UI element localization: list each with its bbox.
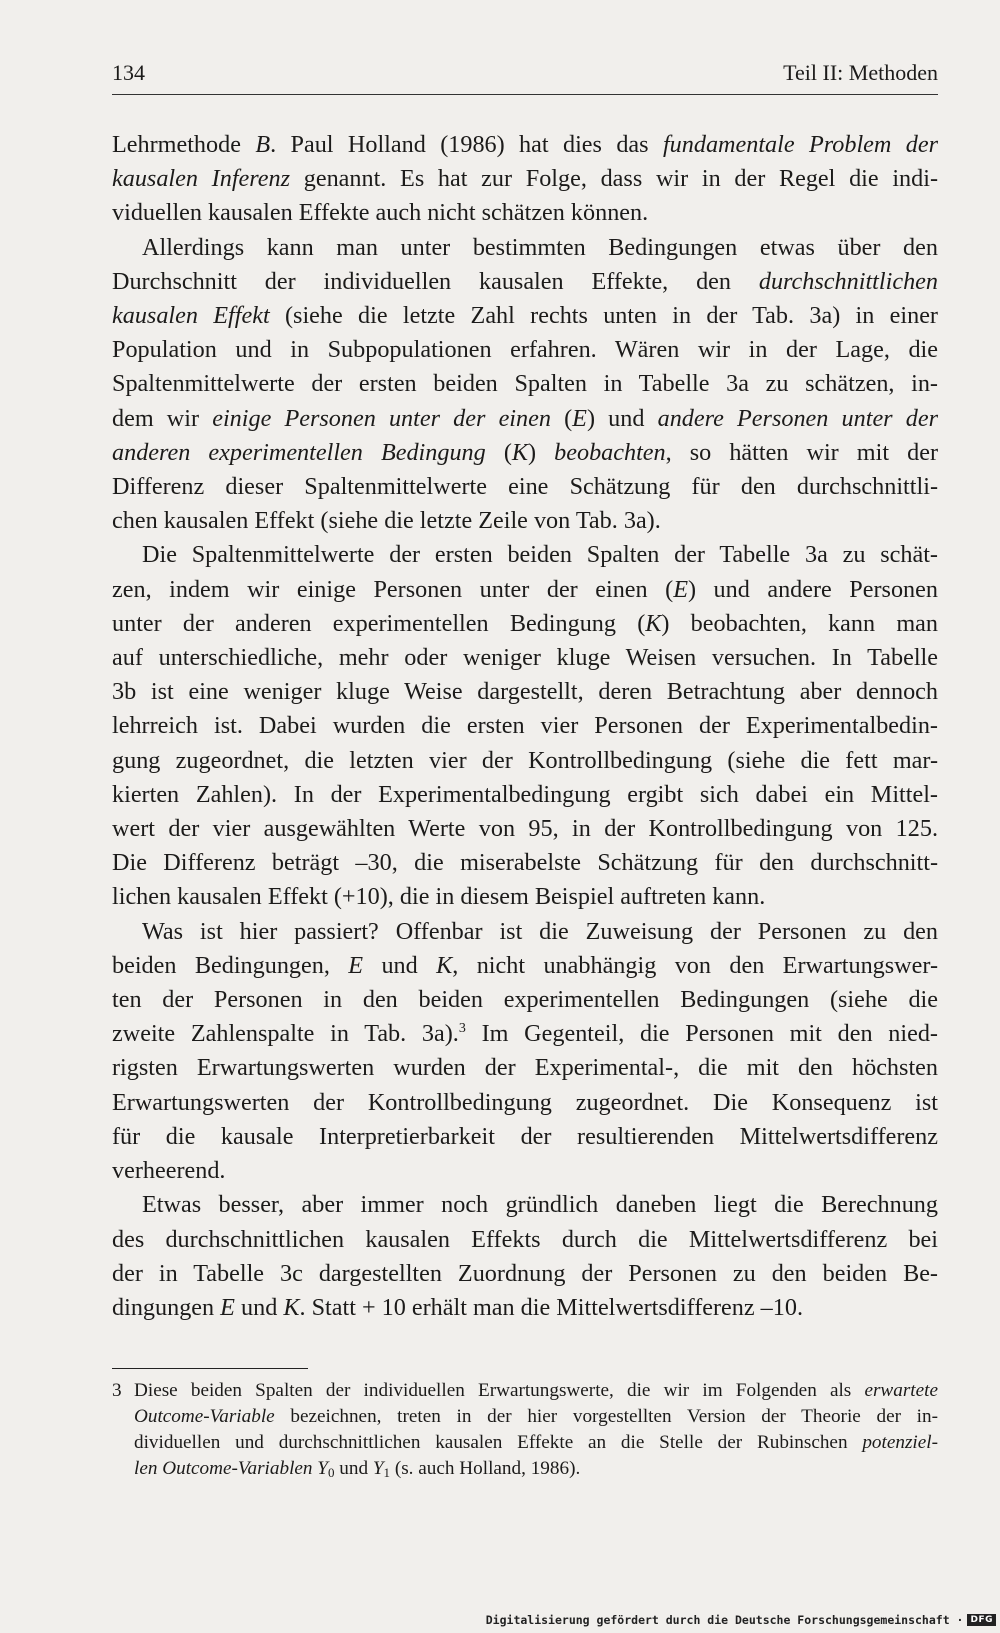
- text-line: [112, 1086, 938, 1120]
- italic-text: K: [511, 438, 529, 466]
- text-run: Population und in Subpopulationen erfahren. Wären wir in der Lage, die: [112, 336, 938, 364]
- subscript: 1: [383, 1465, 391, 1480]
- text-run: zen, indem wir einige Personen unter der einen (: [112, 575, 674, 603]
- text-line: [112, 675, 938, 709]
- text-run: 3b ist eine weniger kluge Weise dargestellt, deren Betrachtung aber dennoch: [112, 678, 938, 706]
- text-run: . Statt + 10 erhält man die Mittelwertsdifferenz –10.: [299, 1293, 804, 1321]
- text-run: , so hätten wir mit der: [665, 438, 938, 466]
- text-line: [112, 402, 938, 436]
- text-line: [112, 265, 938, 299]
- section-title: Teil II: Methoden: [783, 60, 938, 85]
- italic-text: E: [572, 404, 587, 432]
- text-run: Differenz dieser Spaltenmittelwerte eine Schätzung für den durchschnittli-: [112, 473, 938, 501]
- footnote-rule: [112, 1368, 308, 1369]
- text-run: ): [528, 438, 555, 466]
- text-line: [112, 573, 938, 607]
- italic-text: andere Personen unter der: [657, 404, 938, 432]
- text-run: viduellen kausalen Effekte auch nicht schätzen können.: [112, 199, 649, 227]
- text-run: Diese beiden Spalten der individuellen Erwartungswerte, die wir im Folgenden als: [134, 1380, 865, 1401]
- text-run: Spaltenmittelwerte der ersten beiden Spalten in Tabelle 3a zu schätzen, in-: [112, 370, 938, 398]
- text-line: [112, 1154, 938, 1188]
- text-run: kierten Zahlen). In der Experimentalbedingung ergibt sich dabei ein Mittel-: [112, 780, 938, 808]
- paragraph: [112, 231, 938, 539]
- footnote-ref: 3: [458, 1021, 466, 1037]
- text-run: unter der anderen experimentellen Bedingung (: [112, 609, 646, 637]
- text-run: der in Tabelle 3c dargestellten Zuordnung der Personen zu den beiden Be-: [112, 1259, 938, 1287]
- text-run: rigsten Erwartungswerten wurden der Experimental-, die mit den höchsten: [112, 1054, 938, 1082]
- text-run: Etwas besser, aber immer noch gründlich daneben liegt die Berechnung: [142, 1191, 938, 1219]
- text-line: [112, 367, 938, 401]
- italic-text: E: [673, 575, 688, 603]
- text-run: und: [234, 1293, 284, 1321]
- italic-text: anderen experimentellen Bedingung: [112, 438, 486, 466]
- text-run: ) beobachten, kann man: [661, 609, 938, 637]
- italic-text: fundamentale Problem der: [662, 131, 938, 158]
- italic-text: durchschnittlichen: [758, 267, 938, 295]
- text-run: Die Spaltenmittelwerte der ersten beiden Spalten der Tabelle 3a zu schät-: [142, 541, 938, 569]
- footnote-line: [112, 1456, 938, 1482]
- digitization-note: Digitalisierung gefördert durch die Deutsche Forschungsgemeinschaft ·: [485, 1613, 964, 1627]
- text-run: dingungen: [112, 1293, 221, 1321]
- text-line: [112, 333, 938, 367]
- text-line: [112, 1017, 938, 1051]
- body-text: [112, 128, 938, 1325]
- italic-text: Outcome-Variable: [134, 1406, 275, 1427]
- paragraph: [112, 1188, 938, 1325]
- text-line: [112, 915, 938, 949]
- text-run: ten der Personen in den beiden experimentellen Bedingungen (siehe die: [112, 986, 938, 1014]
- text-line: [112, 1120, 938, 1154]
- italic-text: Y: [372, 1458, 384, 1479]
- italic-text: kausalen Inferenz: [112, 165, 291, 193]
- text-run: Erwartungswerten der Kontrollbedingung zugeordnet. Die Konsequenz ist: [112, 1088, 938, 1116]
- footnote-line: [112, 1404, 938, 1430]
- text-line: [112, 983, 938, 1017]
- text-run: Die Differenz beträgt –30, die miserabelste Schätzung für den durchschnitt-: [112, 849, 938, 877]
- text-run: dividuellen und durchschnittlichen kausalen Effekte an die Stelle der Rubinschen: [134, 1432, 863, 1453]
- header-rule: [112, 94, 938, 95]
- text-line: [112, 1188, 938, 1222]
- text-line: [112, 436, 938, 470]
- text-run: lichen kausalen Effekt (+10), die in diesem Beispiel auftreten kann.: [112, 883, 766, 911]
- text-line: [112, 128, 938, 162]
- text-line: [112, 1291, 938, 1325]
- text-run: verheerend.: [112, 1157, 226, 1185]
- text-line: [112, 470, 938, 504]
- italic-text: beobachten: [554, 438, 666, 466]
- italic-text: B: [255, 131, 271, 158]
- footnote-line: [112, 1378, 938, 1404]
- text-line: [112, 880, 938, 914]
- footnote-line: [112, 1430, 938, 1456]
- paragraph: [112, 128, 938, 231]
- text-line: [112, 1051, 938, 1085]
- text-run: , nicht unabhängig von den Erwartungswer-: [452, 951, 939, 979]
- italic-text: K: [645, 609, 662, 637]
- text-line: [112, 641, 938, 675]
- text-line: [112, 846, 938, 880]
- text-run: (: [550, 404, 573, 432]
- text-run: lehrreich ist. Dabei wurden die ersten vier Personen der Experimentalbedin-: [112, 712, 938, 740]
- text-run: und: [363, 951, 437, 979]
- paragraph: [112, 915, 938, 1189]
- text-line: [112, 1223, 938, 1257]
- page-number: 134: [112, 60, 145, 85]
- italic-text: potenziel-: [862, 1432, 938, 1453]
- digitization-credit: [486, 1613, 996, 1627]
- italic-text: E: [348, 951, 364, 979]
- text-run: (siehe die letzte Zahl rechts unten in der Tab. 3a) in einer: [269, 302, 938, 330]
- italic-text: erwartete: [864, 1380, 938, 1401]
- text-run: dem wir: [112, 404, 213, 432]
- text-run: (: [485, 438, 512, 466]
- italic-text: K: [436, 951, 453, 979]
- text-run: wert der vier ausgewählten Werte von 95, in der Kontrollbedingung von 125.: [112, 815, 938, 843]
- text-line: [112, 949, 938, 983]
- text-run: auf unterschiedliche, mehr oder weniger kluge Weisen versuchen. In Tabelle: [112, 644, 938, 672]
- text-line: [112, 812, 938, 846]
- text-run: gung zugeordnet, die letzten vier der Kontrollbedingung (siehe die fett mar-: [112, 746, 938, 774]
- text-run: Durchschnitt der individuellen kausalen Effekte, den: [112, 267, 759, 295]
- dfg-logo: DFG: [967, 1614, 996, 1626]
- text-run: ) und andere Personen: [687, 575, 938, 603]
- text-run: Im Gegenteil, die Personen mit den nied-: [465, 1020, 938, 1048]
- text-line: [112, 744, 938, 778]
- italic-text: einige Personen unter der einen: [212, 404, 551, 432]
- text-run: genannt. Es hat zur Folge, dass wir in der Regel die indi-: [290, 165, 939, 193]
- subscript: 0: [327, 1465, 335, 1480]
- italic-text: E: [220, 1293, 235, 1321]
- text-line: [112, 607, 938, 641]
- running-head: [112, 60, 938, 86]
- text-run: und: [334, 1458, 373, 1479]
- italic-text: kausalen Effekt: [112, 302, 270, 330]
- text-run: Allerdings kann man unter bestimmten Bedingungen etwas über den: [142, 233, 938, 261]
- text-line: [112, 299, 938, 333]
- footnote-number: 3: [112, 1380, 122, 1401]
- text-run: ) und: [586, 404, 658, 432]
- text-run: bezeichnen, treten in der hier vorgestellten Version der Theorie der in-: [274, 1406, 938, 1427]
- text-run: beiden Bedingungen,: [112, 951, 349, 979]
- text-run: (s. auch Holland, 1986).: [390, 1458, 581, 1479]
- italic-text: K: [283, 1293, 300, 1321]
- text-run: chen kausalen Effekt (siehe die letzte Zeile von Tab. 3a).: [112, 507, 661, 535]
- italic-text: len Outcome-Variablen Y: [134, 1458, 328, 1479]
- text-line: [112, 709, 938, 743]
- text-line: [112, 162, 938, 196]
- text-run: für die kausale Interpretierbarkeit der resultierenden Mittelwertsdifferenz: [112, 1122, 938, 1150]
- text-line: [112, 231, 938, 265]
- footnote: [112, 1378, 938, 1482]
- text-run: zweite Zahlenspalte in Tab. 3a).: [112, 1020, 459, 1048]
- text-run: des durchschnittlichen kausalen Effekts durch die Mittelwertsdifferenz bei: [112, 1225, 938, 1253]
- text-line: [112, 196, 938, 230]
- text-line: [112, 504, 938, 538]
- text-run: . Paul Holland (1986) hat dies das: [270, 131, 663, 158]
- text-line: [112, 1257, 938, 1291]
- paragraph: [112, 538, 938, 914]
- text-run: Lehrmethode: [112, 131, 256, 158]
- text-run: Was ist hier passiert? Offenbar ist die Zuweisung der Personen zu den: [142, 917, 938, 945]
- text-line: [112, 538, 938, 572]
- text-line: [112, 778, 938, 812]
